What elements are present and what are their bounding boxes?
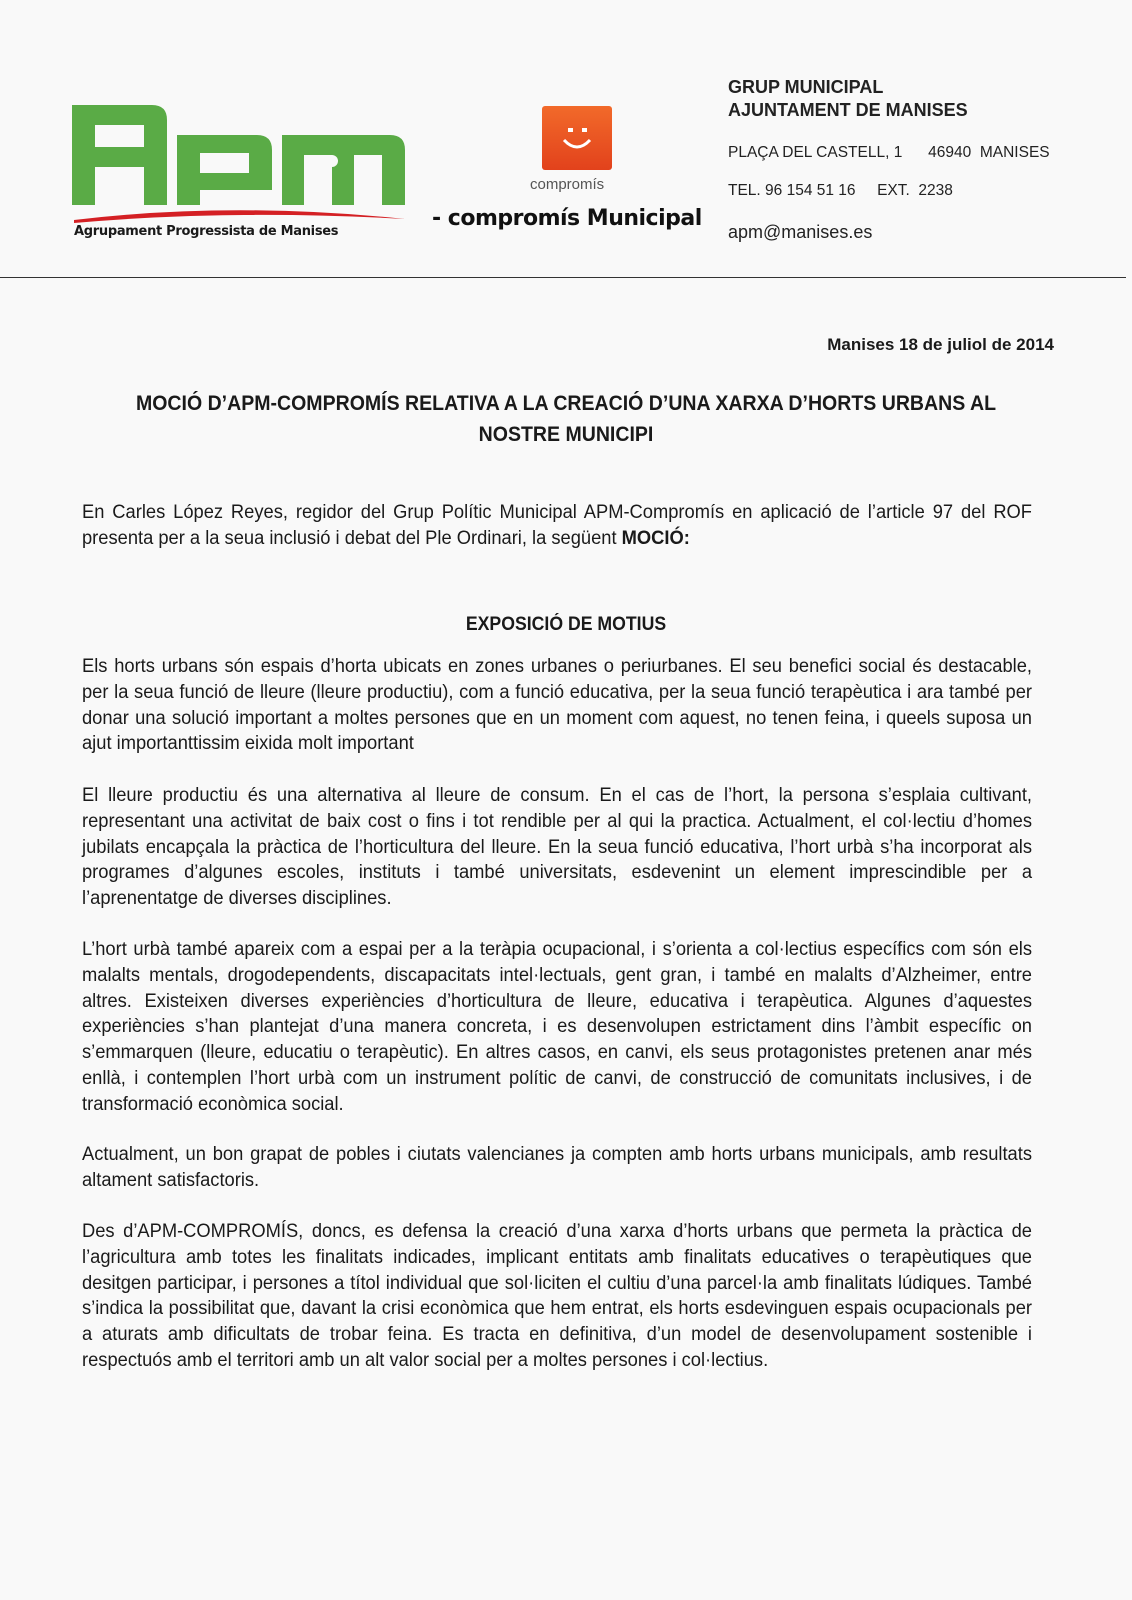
compromis-municipal-label: - compromís Municipal (432, 206, 702, 231)
paragraph: Actualment, un bon grapat de pobles i ciutats valencianes ja compten amb horts urbans municipals, amb resultats altament satisfactoris. (82, 1144, 1032, 1191)
intro-paragraph (82, 500, 1032, 552)
paragraph: El lleure productiu és una alternativa al lleure de consum. En el cas de l’hort, la persona s’esplaia cultivant, representant una activitat de baix cost o fins i tot rendible per al qui la practica. Actualment, el col·lectiu d’homes jubilats encapçala la pràctica de l’horticultura del lleure. En la seua funció educativa, l’hort urbà s’ha incorporat als programes d’algunes escoles, instituts i també universitats, esdevenint un element imprescindible per a l’aprenentatge de diverses disciplines. (82, 785, 1032, 910)
paragraph: Els horts urbans són espais d’horta ubicats en zones urbanes o periurbanes. El seu benefici social és destacable, per la seua funció de lleure (lleure productiu), com a funció educativa, per la seua funció terapèutica i ara també per donar una solució important a moltes persones que en un moment com aquest, no tenen feina, i queels suposa un ajut importanttissim eixida molt important (82, 656, 1032, 755)
email: apm@manises.es (728, 222, 873, 242)
document-date: Manises 18 de juliol de 2014 (827, 335, 1054, 354)
address: PLAÇA DEL CASTELL, 1 46940 MANISES (728, 144, 1050, 161)
document-title: MOCIÓ D’APM-COMPROMÍS RELATIVA A LA CREACIÓ D’UNA XARXA D’HORTS URBANS AL NOSTRE MUNICIPI (135, 392, 997, 446)
compromis-smiley-logo (542, 106, 612, 170)
phone: TEL. 96 154 51 16 EXT. 2238 (728, 182, 953, 199)
header-divider (0, 277, 1126, 278)
paragraph: Des d’APM-COMPROMÍS, doncs, es defensa la creació d’una xarxa d’horts urbans que permeta la pràctica de l’agricultura amb totes les finalitats indicades, implicant entitats amb finalitats educatives o terapèutiques que desitgen participar, i persones a títol individual que sol·liciten el cultiu d’una parcel·la amb finalitats lúdiques. També s’indica la possibilitat que, davant la crisi econòmica que hem entrat, els horts esdevinguen espais ocupacionals per a aturats amb dificultats de trobar feina. Es tracta en definitiva, d’un model de desenvolupament sostenible i respectuós amb el territori amb un alt valor social per a moltes persones i col·lectius. (82, 1221, 1032, 1371)
intro-bold: MOCIÓ: (621, 527, 690, 549)
compromis-logo-text: compromís (530, 176, 605, 193)
paragraph: L’hort urbà també apareix com a espai per a la teràpia ocupacional, i s’orienta a col·lectius específics com són els malalts mentals, drogodependents, discapacitats intel·lectuals, gent gran, i també en malalts d’Alzheimer, entre altres. Existeixen diverses experiències d’horticultura de lleure, educativa i terapèutica. Algunes d’aquestes experiències s’han plantejat d’una manera concreta, i es desenvolupen estrictament dins l’àmbit específic on s’emmarquen (lleure, educatiu o terapèutic). En altres casos, en canvi, els seus protagonistes pretenen anar més enllà, i contemplen l’hort urbà com un instrument polític de canvi, de construcció de comunitats inclusives, i de transformació econòmica social. (82, 939, 1032, 1115)
apm-logo-subtitle: Agrupament Progressista de Manises (74, 224, 339, 239)
intro-text: En Carles López Reyes, regidor del Grup Polític Municipal APM-Compromís en aplicació de l’article 97 del ROF presenta per a la seua inclusió i debat del Ple Ordinari, la següent (82, 502, 1032, 549)
section-title: EXPOSICIÓ DE MOTIUS (465, 614, 667, 635)
council-name: AJUNTAMENT DE MANISES (728, 100, 968, 120)
group-name: GRUP MUNICIPAL (728, 77, 884, 97)
